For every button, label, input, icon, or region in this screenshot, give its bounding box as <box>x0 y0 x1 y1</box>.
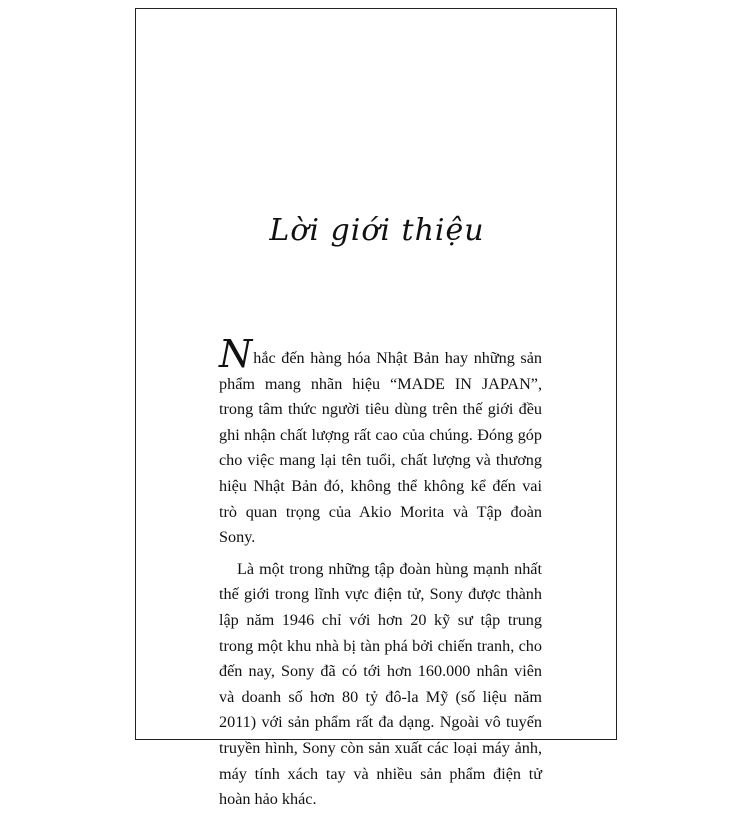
book-page <box>135 8 617 809</box>
chapter-title: Lời giới thiệu <box>269 213 485 248</box>
drop-cap: N <box>219 332 253 376</box>
body-text <box>219 332 542 813</box>
paragraph-sony: Là một trong những tập đoàn hùng mạnh nhất thế giới trong lĩnh vực điện tử, Sony được thành lập năm 1946 chỉ với hơn 20 kỹ sư tập trung trong một khu nhà bị tàn phá bởi chiến tranh, cho đến nay, Sony đã có tới hơn 160.000 nhân viên và doanh số hơn 80 tỷ đô-la Mỹ (số liệu năm 2011) với sản phẩm rất đa dạng. Ngoài vô tuyến truyền hình, Sony còn sản xuất các loại máy ảnh, máy tính xách tay và nhiều sản phẩm điện tử hoàn hảo khác. <box>219 559 542 809</box>
paragraph-introduction <box>219 332 542 551</box>
paragraph-1-text: hắc đến hàng hóa Nhật Bản hay những sản phẩm mang nhãn hiệu “MADE IN JAPAN”, trong tâm thức người tiêu dùng trên thế giới đều ghi nhận chất lượng rất cao của chúng. Đóng góp cho việc mang lại tên tuổi, chất lượng và thương hiệu Nhật Bản đó, không thể không kể đến vai trò quan trọng của Akio Morita và Tập đoàn Sony. <box>219 349 542 547</box>
